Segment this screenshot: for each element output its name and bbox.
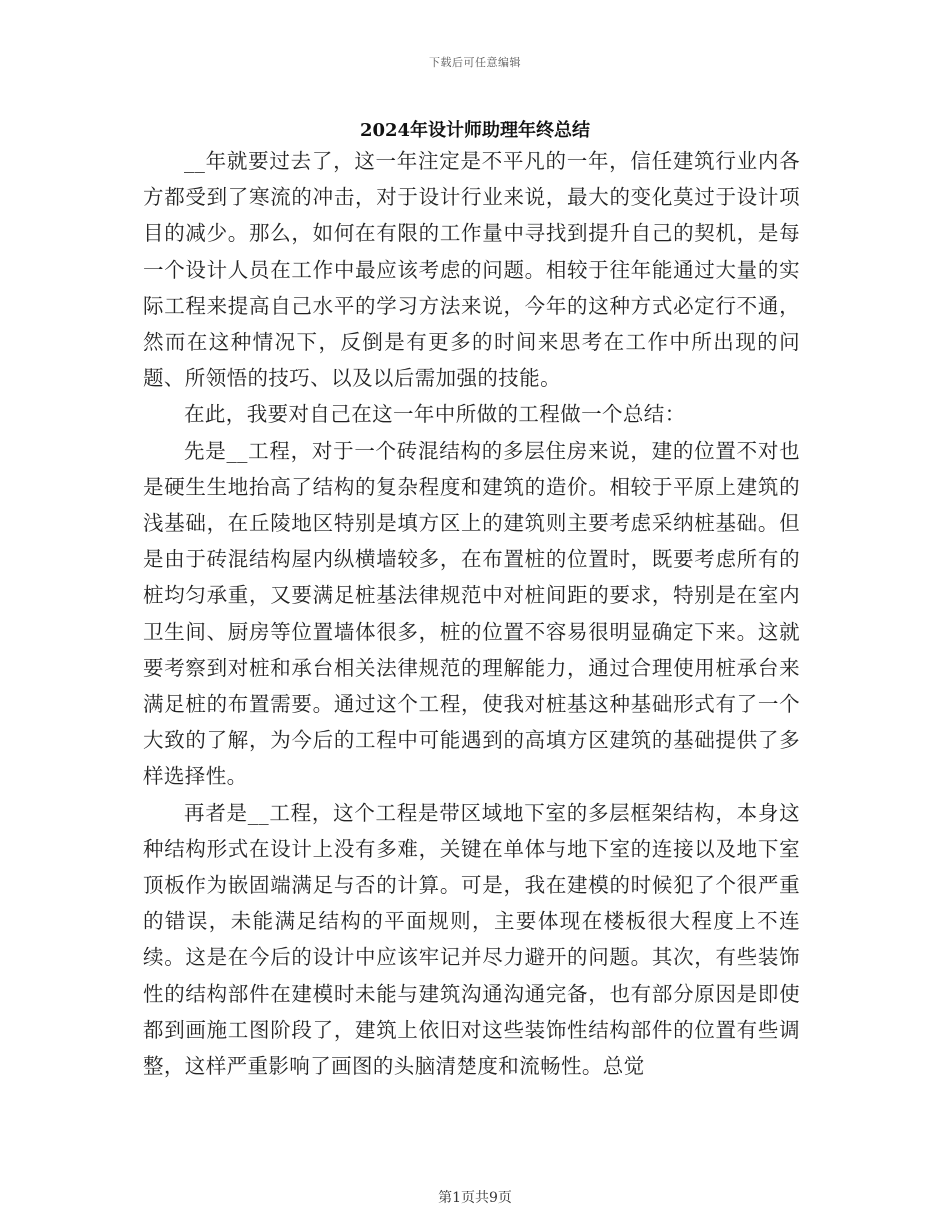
document-title: 2024年设计师助理年终总结	[359, 120, 591, 141]
paragraph-intro: __年就要过去了，这一年注定是不平凡的一年，信任建筑行业内各方都受到了寒流的冲击，对于设计行业来说，最大的变化莫过于设计项目的减少。那么，如何在有限的工作量中寻找到提升自己的契机，是每一个设计人员在工作中最应该考虑的问题。相较于往年能通过大量的实际工程来提高自己水平的学习方法来说，今年的这种方式必定行不通，然而在这种情况下，反倒是有更多的时间来思考在工作中所出现的问题、所领悟的技巧、以及以后需加强的技能。	[143, 149, 800, 391]
header-note: 下载后可任意编辑	[429, 56, 521, 69]
paragraph-summary-lead: 在此，我要对自己在这一年中所做的工程做一个总结：	[184, 402, 686, 427]
page-number: 第1页共9页	[438, 1190, 512, 1206]
paragraph-first-project: 先是__工程，对于一个砖混结构的多层住房来说，建的位置不对也是硬生生地抬高了结构的复杂程度和建筑的造价。相较于平原上建筑的浅基础，在丘陵地区特别是填方区上的建筑则主要考虑采纳桩基础。但是由于砖混结构屋内纵横墙较多，在布置桩的位置时，既要考虑所有的桩均匀承重，又要满足桩基法律规范中对桩间距的要求，特别是在室内卫生间、厨房等位置墙体很多，桩的位置不容易很明显确定下来。这就要考察到对桩和承台相关法律规范的理解能力，通过合理使用桩承台来满足桩的布置需要。通过这个工程，使我对桩基这种基础形式有了一个大致的了解，为今后的工程中可能遇到的高填方区建筑的基础提供了多样选择性。	[143, 438, 800, 789]
document-body	[143, 143, 800, 1084]
paragraph-second-project: 再者是__工程，这个工程是带区域地下室的多层框架结构，本身这种结构形式在设计上没有多难，关键在单体与地下室的连接以及地下室顶板作为嵌固端满足与否的计算。可是，我在建模的时候犯了个很严重的错误，未能满足结构的平面规则，主要体现在楼板很大程度上不连续。这是在今后的设计中应该牢记并尽力避开的问题。其次，有些装饰性的结构部件在建模时未能与建筑沟通沟通完备，也有部分原因是即使都到画施工图阶段了，建筑上依旧对这些装饰性结构部件的位置有些调整，这样严重影响了画图的头脑清楚度和流畅性。总觉	[143, 800, 800, 1079]
